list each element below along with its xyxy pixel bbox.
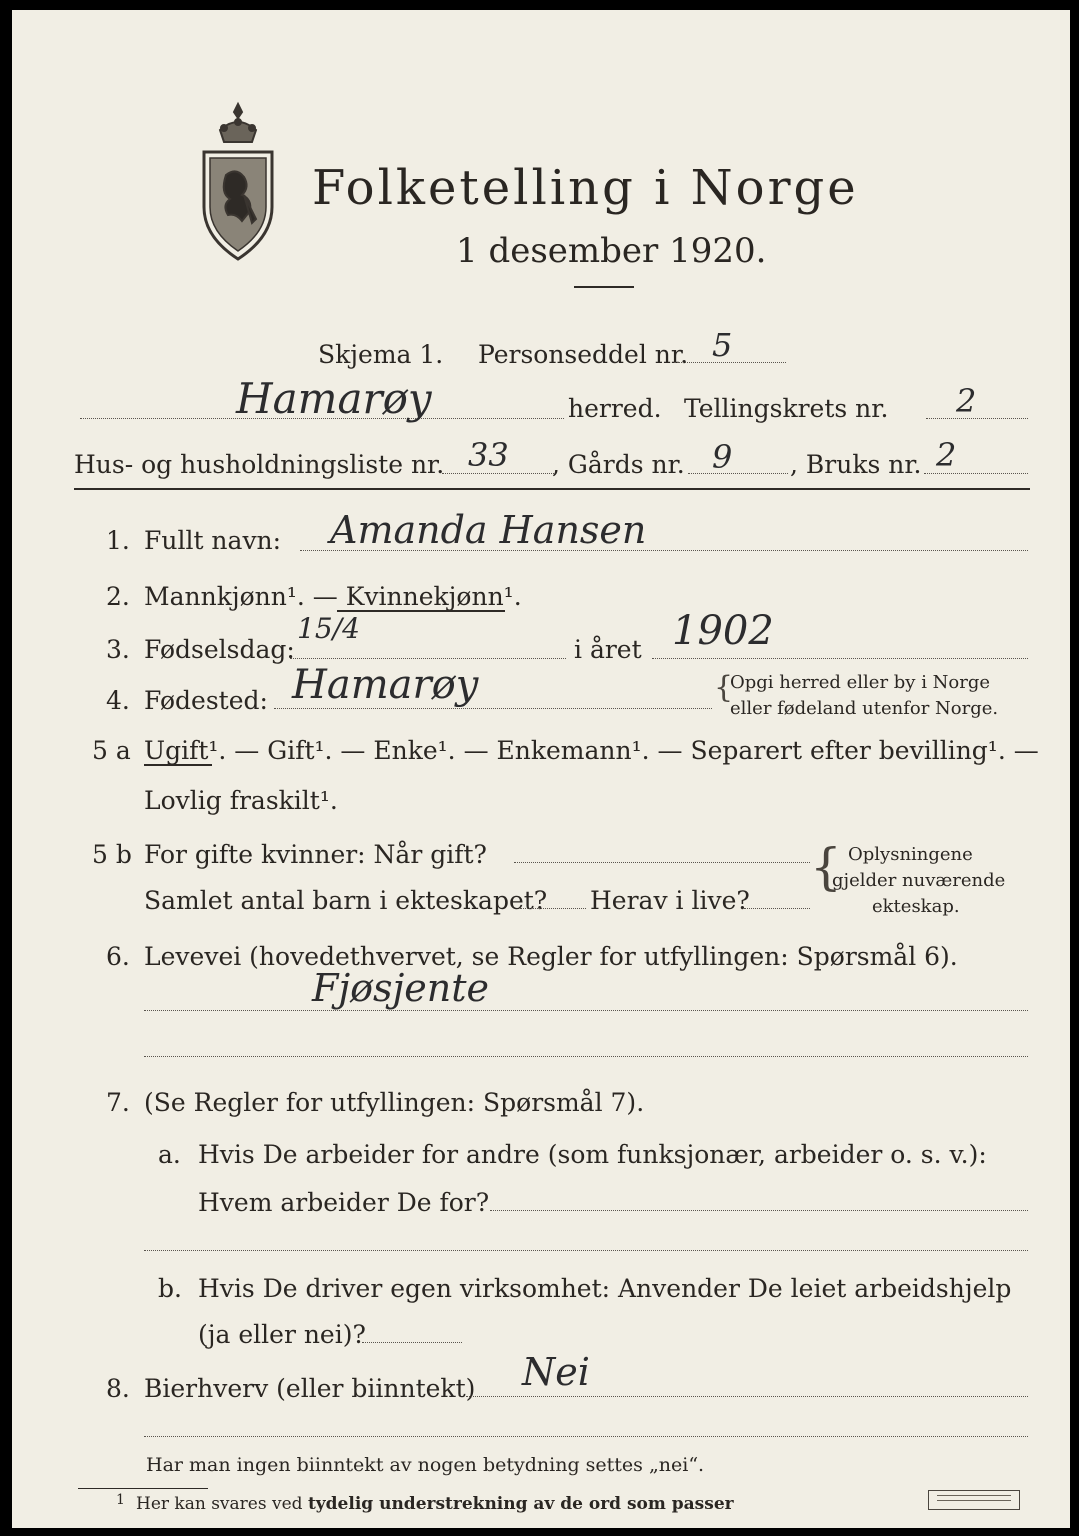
q5b-number: 5 b bbox=[92, 840, 132, 869]
herred-value[interactable]: Hamarøy bbox=[236, 374, 432, 423]
q4-label: Fødested: bbox=[144, 686, 268, 715]
tellingskrets-value[interactable]: 2 bbox=[956, 382, 977, 420]
personseddel-value[interactable]: 5 bbox=[712, 326, 733, 364]
husholdningsliste-value[interactable]: 33 bbox=[468, 436, 509, 474]
occupation-label: Levevei (hovedethvervet, se Regler for utfyllingen: Spørsmål 6). bbox=[144, 942, 958, 971]
birthplace-note-1: Opgi herred eller by i Norge bbox=[730, 672, 991, 693]
full-name-value[interactable]: Amanda Hansen bbox=[330, 508, 647, 552]
q7a-employer-label: Hvem arbeider De for? bbox=[198, 1188, 490, 1217]
header-divider bbox=[74, 488, 1030, 490]
gards-value[interactable]: 9 bbox=[712, 438, 733, 476]
marital-status-options-cont: Lovlig fraskilt¹. bbox=[144, 786, 338, 815]
herred-label: herred. bbox=[568, 394, 662, 423]
gender-underline bbox=[337, 610, 505, 612]
q4-number: 4. bbox=[106, 686, 130, 715]
q7-label: (Se Regler for utfyllingen: Spørsmål 7). bbox=[144, 1088, 645, 1117]
bruks-label: , Bruks nr. bbox=[790, 450, 922, 479]
q3-label: Fødselsdag: bbox=[144, 635, 295, 664]
q5a-number: 5 a bbox=[92, 736, 131, 765]
q8-number: 8. bbox=[106, 1374, 130, 1403]
income-note: Har man ingen biinntekt av nogen betydning settes „nei“. bbox=[146, 1454, 705, 1476]
title-divider bbox=[574, 286, 634, 288]
norway-coat-of-arms-icon bbox=[198, 100, 278, 265]
birthplace-value[interactable]: Hamarøy bbox=[292, 662, 479, 708]
form-title: Folketelling i Norge bbox=[312, 160, 859, 216]
q6-number: 6. bbox=[106, 942, 130, 971]
q7a-number: a. bbox=[158, 1140, 181, 1169]
side-income-value[interactable]: Nei bbox=[522, 1350, 590, 1394]
married-when-label: For gifte kvinner: Når gift? bbox=[144, 840, 487, 869]
marital-status-options: Ugift¹. — Gift¹. — Enke¹. — Enkemann¹. — Separert efter bevilling¹. — bbox=[144, 736, 1039, 765]
children-count-label: Samlet antal barn i ekteskapet? bbox=[144, 886, 548, 915]
footnote-text: Her kan svares ved tydelig understrekning av de ord som passer bbox=[136, 1494, 734, 1514]
marriage-note-2: gjelder nuværende bbox=[832, 870, 1006, 891]
gards-label: , Gårds nr. bbox=[552, 450, 685, 479]
marital-status-underline bbox=[144, 764, 212, 766]
q7-number: 7. bbox=[106, 1088, 130, 1117]
census-date: 1 desember 1920. bbox=[456, 231, 767, 271]
side-income-label: Bierhverv (eller biinntekt) bbox=[144, 1374, 476, 1403]
printer-stamp bbox=[928, 1490, 1020, 1510]
birthdate-value[interactable]: 15/4 bbox=[297, 612, 360, 645]
birthplace-note-2: eller fødeland utenfor Norge. bbox=[730, 698, 999, 719]
q7b-answer-label: (ja eller nei)? bbox=[198, 1320, 366, 1349]
q7b-number: b. bbox=[158, 1274, 182, 1303]
occupation-value[interactable]: Fjøsjente bbox=[312, 966, 490, 1010]
year-label: i året bbox=[574, 635, 642, 664]
children-alive-label: Herav i live? bbox=[590, 886, 750, 915]
birth-year-value[interactable]: 1902 bbox=[672, 608, 774, 654]
marriage-note-3: ekteskap. bbox=[872, 896, 960, 917]
q1-label: Fullt navn: bbox=[144, 526, 282, 555]
gender-options: Mannkjønn¹. — Kvinnekjønn¹. bbox=[144, 582, 522, 611]
q1-number: 1. bbox=[106, 526, 130, 555]
skjema-label: Skjema 1. bbox=[318, 340, 444, 369]
husholdningsliste-label: Hus- og husholdningsliste nr. bbox=[74, 450, 445, 479]
q7b-question: Hvis De driver egen virksomhet: Anvender De leiet arbeidshjelp bbox=[198, 1274, 1012, 1303]
bruks-value[interactable]: 2 bbox=[936, 436, 957, 474]
census-form: Folketelling i Norge 1 desember 1920. Skjema 1. Personseddel nr. 5 Hamarøy herred. Tellingskrets nr. 2 Hus- og husholdningsliste nr. 33 , Gårds nr. 9 , Bruks nr. 2 1. Fullt navn: Amanda Hansen 2. Mannkjønn¹. — Kvinnekjønn¹. 3. Fødselsdag: 15/4 i året 1902 4. Fødested: Hamarøy { Opgi herred eller by i Norge eller fødeland utenfor Norge. 5 a Ugift¹. — Gift¹. — Enke¹. — Enkemann¹. — Separert efter bevilling¹. — Lovlig fraskilt¹. 5 b For gifte kvinner: Når gift? Samlet antal barn i ekteskapet? Herav i live? { Oplysningene gjelder nuværende ekteskap. 6. Levevei (hovedethvervet, se Regler for utfyllingen: Spørsmål 6). Fjøsjente 7. (Se Regler for utfyllingen: Spørsmål 7). a. Hvis De arbeider for andre (som funksjonær, arbeider o. s. v.): Hvem arbeider De for? b. Hvis De driver egen virksomhet: Anvender De leiet arbeidshjelp (ja eller nei)? 8. Bierhverv (eller biinntekt) Nei Har man ingen biinntekt av nogen betydning settes „nei“. 1 Her kan svares ved tydelig understrekning av de ord som passer bbox=[12, 10, 1070, 1528]
tellingskrets-label: Tellingskrets nr. bbox=[684, 394, 889, 423]
marriage-note-1: Oplysningene bbox=[848, 844, 973, 865]
q3-number: 3. bbox=[106, 635, 130, 664]
personseddel-label: Personseddel nr. bbox=[478, 340, 689, 369]
footnote-mark: 1 bbox=[116, 1492, 125, 1508]
footnote-divider bbox=[78, 1488, 208, 1489]
q2-number: 2. bbox=[106, 582, 130, 611]
q7a-question: Hvis De arbeider for andre (som funksjonær, arbeider o. s. v.): bbox=[198, 1140, 987, 1169]
